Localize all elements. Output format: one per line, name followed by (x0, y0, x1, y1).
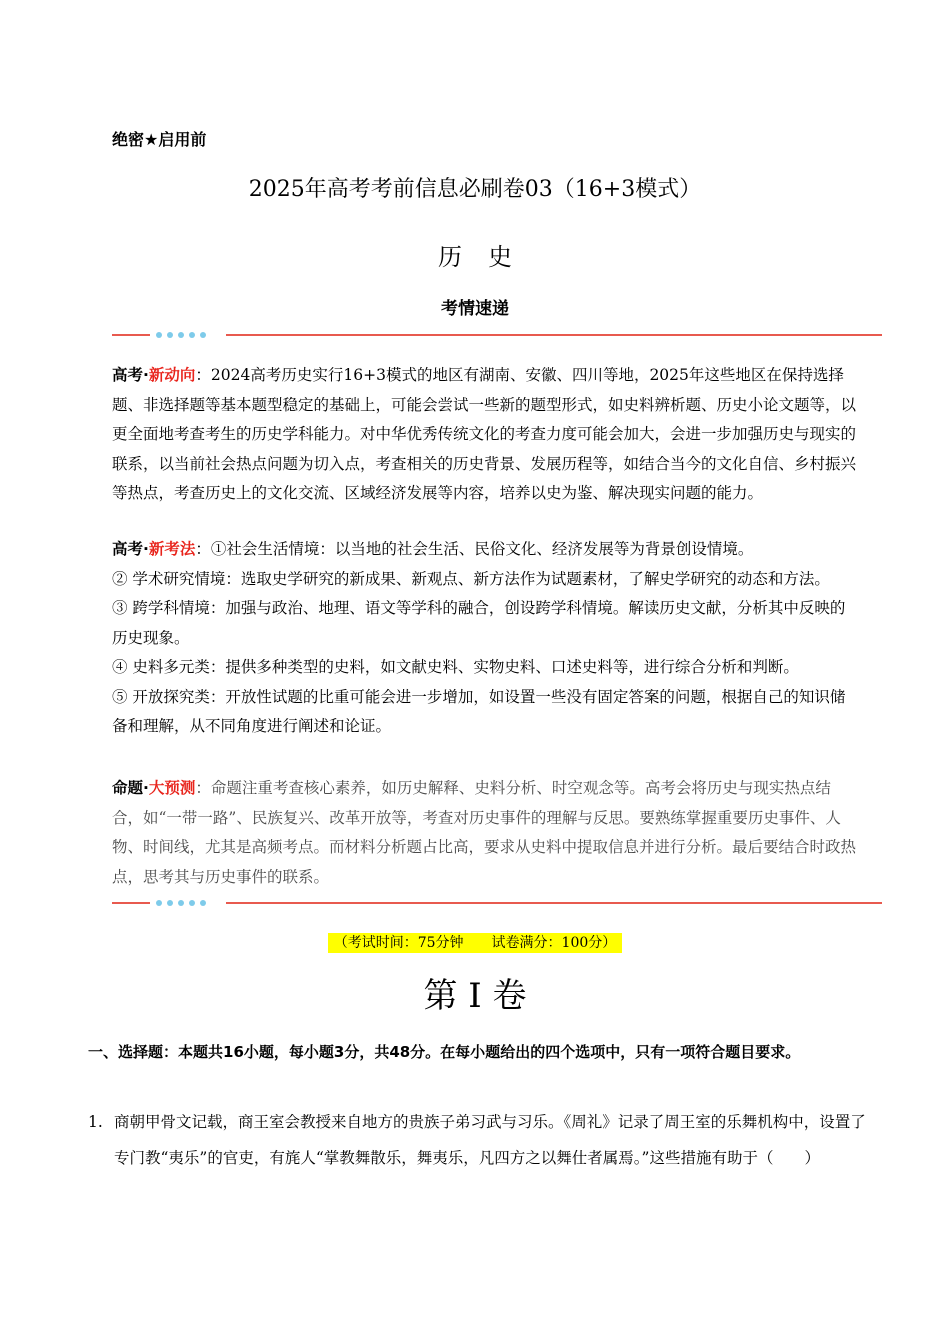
new-methods-label-prefix: 高考· (112, 540, 149, 558)
new-methods-item-5: ⑤ 开放探究类：开放性试题的比重可能会进一步增加，如设置一些没有固定答案的问题，根据自己的知识储备和理解，从不同角度进行阐述和论证。 (112, 687, 846, 735)
forecast-text: 命题注重考查核心素养，如历史解释、史料分析、时空观念等。高考会将历史与现实热点结合，如“一带一路”、民族复兴、改革开放等，考查对历史事件的理解与反思。要熟练掌握重要历史事件、人物、时间线，尤其是高频考点。而材料分析题占比高，要求从史料中提取信息并进行分析。最后要结合时政热点，思考其与历史事件的联系。 (112, 779, 857, 886)
new-trends-colon: ： (195, 366, 211, 384)
new-methods-label: 新考法 (148, 540, 196, 558)
new-methods-item-1-text: ①社会生活情境：以当地的社会生活、民俗文化、经济发展等为背景创设情境。 (210, 540, 754, 558)
decorative-divider-bottom (112, 898, 882, 908)
exam-info-box (0, 932, 950, 952)
new-trends-label-prefix: 高考· (112, 366, 149, 384)
forecast-paragraph (112, 774, 857, 892)
question-number: 1. (88, 1113, 103, 1131)
new-methods-paragraph (112, 535, 857, 742)
new-methods-colon: ： (195, 540, 211, 558)
question-1 (88, 1104, 868, 1176)
new-trends-text: 2024高考历史实行16+3模式的地区有湖南、安徽、四川等地，2025年这些地区在保持选择题、非选择题等基本题型稳定的基础上，可能会尝试一些新的题型形式，如史料辨析题、历史小论文题等，以更全面地考查考生的历史学科能力。对中华优秀传统文化的考查力度可能会加大，会进一步加强历史与现实的联系，以当前社会热点问题为切入点，考查相关的历史背景、发展历程等，如结合当今的文化自信、乡村振兴等热点，考查历史上的文化交流、区域经济发展等内容，培养以史为鉴、解决现实问题的能力。 (112, 366, 857, 502)
new-trends-paragraph (112, 361, 857, 509)
exam-info-text: （考试时间：75分钟 试卷满分：100分） (328, 933, 623, 953)
new-methods-item-2: ② 学术研究情境：选取史学研究的新成果、新观点、新方法作为试题素材，了解史学研究的动态和方法。 (112, 569, 830, 588)
question-text: 商朝甲骨文记载，商王室会教授来自地方的贵族子弟习武与习乐。《周礼》记录了周王室的乐舞机构中，设置了专门教“夷乐”的官吏，有旄人“掌教舞散乐，舞夷乐，凡四方之以舞仕者属焉。”这些措施有助于（ ） (114, 1113, 866, 1167)
forecast-label-prefix: 命题· (112, 779, 149, 797)
exam-title: 2025年高考考前信息必刷卷03（16+3模式） (248, 177, 702, 202)
section-heading: 一、选择题：本题共16小题，每小题3分，共48分。在每小题给出的四个选项中，只有一项符合题目要求。 (88, 1043, 801, 1061)
forecast-colon: ： (195, 779, 211, 797)
exam-overview-heading: 考情速递 (441, 299, 509, 319)
decorative-divider-top (112, 330, 882, 340)
new-methods-item-3: ③ 跨学科情境：加强与政治、地理、语文等学科的融合，创设跨学科情境。解读历史文献，分析其中反映的历史现象。 (112, 599, 846, 647)
new-methods-item-1 (112, 535, 857, 565)
confidential-label: 绝密★启用前 (112, 130, 207, 149)
new-methods-item-4: ④ 史料多元类：提供多种类型的史料，如文献史料、实物史料、口述史料等，进行综合分析和判断。 (112, 658, 799, 676)
subject-title: 历史 (438, 243, 538, 271)
forecast-label: 大预测 (148, 779, 196, 797)
volume-title: 第 I 卷 (423, 976, 527, 1016)
new-trends-label: 新动向 (148, 366, 196, 384)
